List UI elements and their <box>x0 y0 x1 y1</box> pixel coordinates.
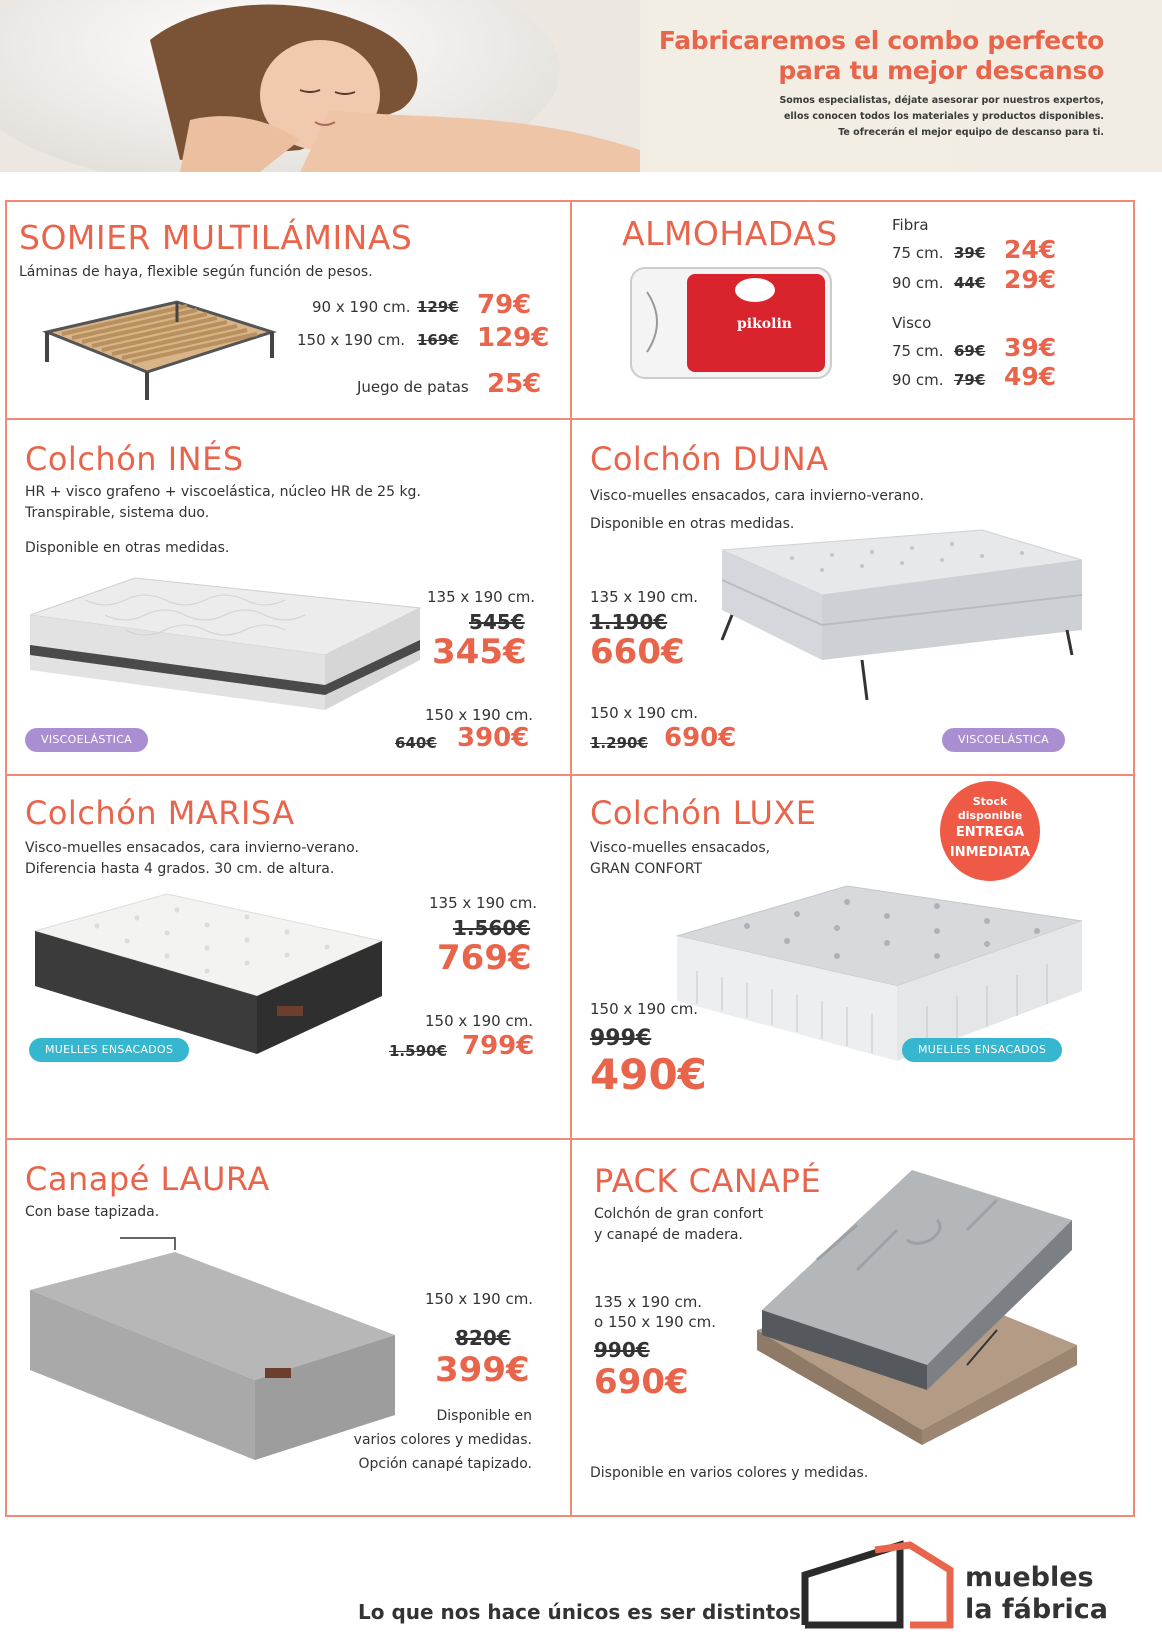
colchon-marisa-card <box>7 776 570 1138</box>
size-label: 135 x 190 cm. <box>590 588 699 606</box>
canape-image <box>25 1230 405 1470</box>
size-label: 75 cm. <box>892 342 944 360</box>
product-description: Con base tapizada. <box>25 1204 160 1220</box>
product-description: Visco-muelles ensacados, GRAN CONFORT <box>590 840 771 877</box>
old-price: 545€ <box>469 610 525 634</box>
old-price: 1.560€ <box>453 916 531 940</box>
mattress-image <box>27 886 387 1061</box>
product-title: SOMIER MULTILÁMINAS <box>19 218 413 257</box>
size-label: 135 x 190 cm. <box>429 894 538 912</box>
size-label: 135 x 190 cm. o 150 x 190 cm. <box>594 1293 717 1331</box>
new-price: 490€ <box>590 1050 707 1099</box>
product-title: PACK CANAPÉ <box>594 1162 822 1200</box>
legs-label: Juego de patas <box>357 378 469 396</box>
new-price: 399€ <box>435 1350 530 1390</box>
product-description: HR + visco grafeno + viscoelástica, núcleo HR de 25 kg. Transpirable, sistema duo. <box>25 484 421 521</box>
old-price: 820€ <box>455 1326 511 1350</box>
product-grid <box>5 200 1135 1517</box>
size-label: 150 x 190 cm. <box>425 706 534 724</box>
old-price: 999€ <box>590 1026 652 1051</box>
hero-text: Somos especialistas, déjate asesorar por nuestros expertos, ellos conocen todos los materiales y productos disponibles. Te ofrecerán el mejor equipo de descanso para ti. <box>779 95 1104 138</box>
old-price: 640€ <box>395 734 437 752</box>
legs-price: 25€ <box>487 369 542 399</box>
pillow-group-label: Fibra <box>892 216 929 234</box>
new-price: 799€ <box>462 1031 535 1061</box>
brand-logo-text: muebles la fábrica <box>965 1562 1108 1625</box>
old-price: 1.190€ <box>590 610 668 634</box>
new-price: 49€ <box>1004 362 1057 391</box>
colchon-luxe-card <box>572 776 1133 1138</box>
material-badge: MUELLES ENSACADOS <box>29 1038 189 1062</box>
pack-canape-card <box>572 1140 1133 1515</box>
product-description: Visco-muelles ensacados, cara invierno-verano. <box>590 488 924 504</box>
product-description: Colchón de gran confort y canapé de madera. <box>594 1206 764 1243</box>
new-price: 769€ <box>437 938 532 978</box>
mattress-on-base-image <box>712 520 1092 710</box>
slatted-bed-base-image <box>37 292 277 402</box>
new-price: 24€ <box>1004 235 1057 264</box>
product-title: Canapé LAURA <box>25 1160 270 1198</box>
size-label: 150 x 190 cm. <box>590 1000 699 1018</box>
new-price: 39€ <box>1004 333 1057 362</box>
pillow-package-image <box>627 262 837 382</box>
new-price: 690€ <box>594 1362 689 1402</box>
product-title: Colchón INÉS <box>25 440 244 478</box>
size-label: 150 x 190 cm. <box>425 1290 534 1308</box>
mattress-image <box>25 570 425 715</box>
old-price: 169€ <box>417 331 459 349</box>
product-title: ALMOHADAS <box>622 214 838 253</box>
storage-bed-image <box>747 1160 1087 1450</box>
size-label: 135 x 190 cm. <box>427 588 536 606</box>
new-price: 129€ <box>477 323 550 353</box>
hero-title: Fabricaremos el combo perfecto para tu mejor descanso <box>658 26 1104 85</box>
footer-slogan: Lo que nos hace únicos es ser distintos. <box>358 1600 809 1624</box>
material-badge: VISCOELÁSTICA <box>25 728 148 752</box>
hero-banner <box>0 0 1162 172</box>
old-price: 69€ <box>954 342 986 360</box>
old-price: 990€ <box>594 1338 650 1362</box>
new-price: 79€ <box>477 290 532 320</box>
product-description: Visco-muelles ensacados, cara invierno-verano. Diferencia hasta 4 grados. 30 cm. de altura. <box>25 840 359 877</box>
old-price: 1.590€ <box>389 1042 447 1060</box>
availability-note: Disponible en varios colores y medidas. <box>590 1465 869 1481</box>
stock-available-badge: Stock disponible ENTREGA INMEDIATA <box>940 781 1040 881</box>
sleeping-woman-photo <box>0 0 640 172</box>
size-label: 150 x 190 cm. <box>297 331 406 349</box>
somier-card <box>7 202 570 418</box>
new-price: 660€ <box>590 632 685 672</box>
pillow-brand: pikolin <box>737 316 792 332</box>
new-price: 345€ <box>432 632 527 672</box>
old-price: 79€ <box>954 371 986 389</box>
new-price: 29€ <box>1004 265 1057 294</box>
almohadas-card <box>572 202 1133 418</box>
old-price: 1.290€ <box>590 734 648 752</box>
material-badge: MUELLES ENSACADOS <box>902 1038 1062 1062</box>
colchon-ines-card <box>7 420 570 774</box>
material-badge: VISCOELÁSTICA <box>942 728 1065 752</box>
old-price: 129€ <box>417 298 459 316</box>
new-price: 390€ <box>457 723 530 753</box>
old-price: 44€ <box>954 274 986 292</box>
size-label: 75 cm. <box>892 244 944 262</box>
size-label: 150 x 190 cm. <box>425 1012 534 1030</box>
canape-laura-card <box>7 1140 570 1515</box>
size-label: 90 x 190 cm. <box>312 298 411 316</box>
availability-text: Disponible en otras medidas. <box>25 540 230 556</box>
product-title: Colchón LUXE <box>590 794 817 832</box>
new-price: 690€ <box>664 723 737 753</box>
size-label: 90 cm. <box>892 371 944 389</box>
colchon-duna-card <box>572 420 1133 774</box>
pillow-group-label: Visco <box>892 314 932 332</box>
product-title: Colchón DUNA <box>590 440 829 478</box>
product-description: Láminas de haya, flexible según función de pesos. <box>19 264 373 280</box>
old-price: 39€ <box>954 244 986 262</box>
size-label: 150 x 190 cm. <box>590 704 699 722</box>
product-title: Colchón MARISA <box>25 794 295 832</box>
availability-note: Disponible en varios colores y medidas. Opción canapé tapizado. <box>353 1408 532 1472</box>
size-label: 90 cm. <box>892 274 944 292</box>
availability-text: Disponible en otras medidas. <box>590 516 795 532</box>
